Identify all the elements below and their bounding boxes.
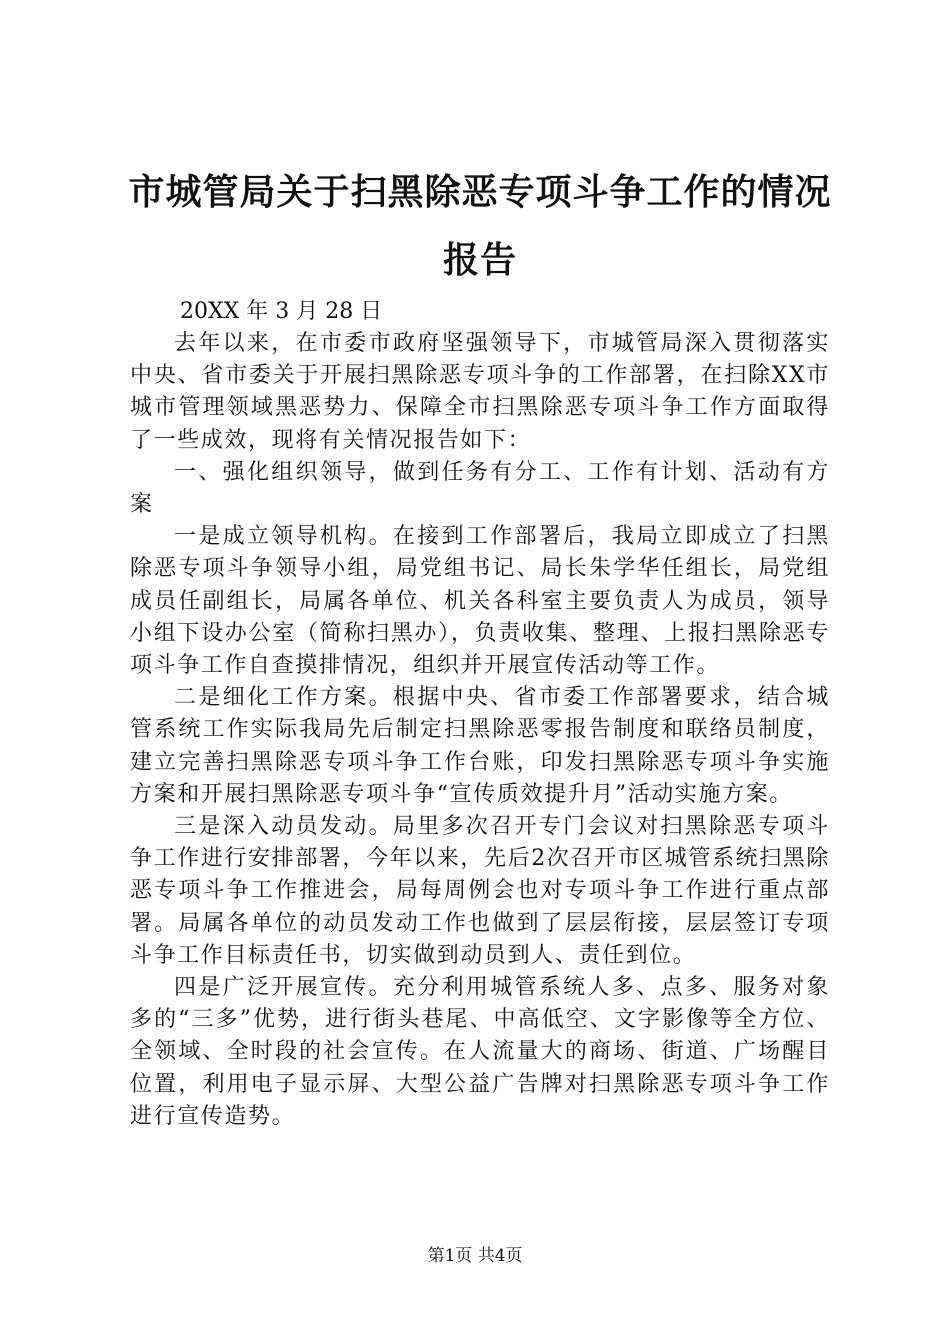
document-body	[130, 328, 830, 1133]
paragraph-publicity: 四是广泛开展宣传。充分利用城管系统人多、点多、服务对象多的“三多”优势，进行街头巷尾、中高低空、文字影像等全方位、全领域、全时段的社会宣传。在人流量大的商场、街道、广场醒目位置，利用电子显示屏、大型公益广告牌对扫黑除恶专项斗争工作进行宣传造势。	[130, 975, 830, 1129]
document-title: 市城管局关于扫黑除恶专项斗争工作的情况报告	[128, 171, 832, 281]
paragraph-leadership: 一是成立领导机构。在接到工作部署后，我局立即成立了扫黑除恶专项斗争领导小组，局党组书记、局长朱学华任组长，局党组成员任副组长，局属各单位、机关各科室主要负责人为成员，领导小组下设办公室（简称扫黑办），负责收集、整理、上报扫黑除恶专项斗争工作自查摸排情况，组织并开展宣传活动等工作。	[130, 524, 830, 679]
page-footer: 第1页 共4页	[427, 1246, 523, 1266]
paragraph-mobilization: 三是深入动员发动。局里多次召开专门会议对扫黑除恶专项斗争工作进行安排部署，今年以来，先后2次召开市区城管系统扫黑除恶专项斗争工作推进会，局每周例会也对专项斗争工作进行重点部署。局属各单位的动员发动工作也做到了层层衔接，层层签订专项斗争工作目标责任书，切实做到动员到人、责任到位。	[130, 814, 830, 968]
document-date: 20XX 年 3 月 28 日	[180, 299, 383, 324]
section-heading-1: 一、强化组织领导，做到任务有分工、工作有计划、活动有方案	[130, 459, 830, 518]
paragraph-intro: 去年以来，在市委市政府坚强领导下，市城管局深入贯彻落实中央、省市委关于开展扫黑除恶专项斗争的工作部署，在扫除XX市城市管理领域黑恶势力、保障全市扫黑除恶专项斗争工作方面取得了一些成效，现将有关情况报告如下：	[130, 331, 830, 453]
paragraph-plan: 二是细化工作方案。根据中央、省市委工作部署要求，结合城管系统工作实际我局先后制定扫黑除恶零报告制度和联络员制度，建立完善扫黑除恶专项斗争工作台账，印发扫黑除恶专项斗争实施方案和开展扫黑除恶专项斗争“宣传质效提升月”活动实施方案。	[130, 685, 830, 807]
